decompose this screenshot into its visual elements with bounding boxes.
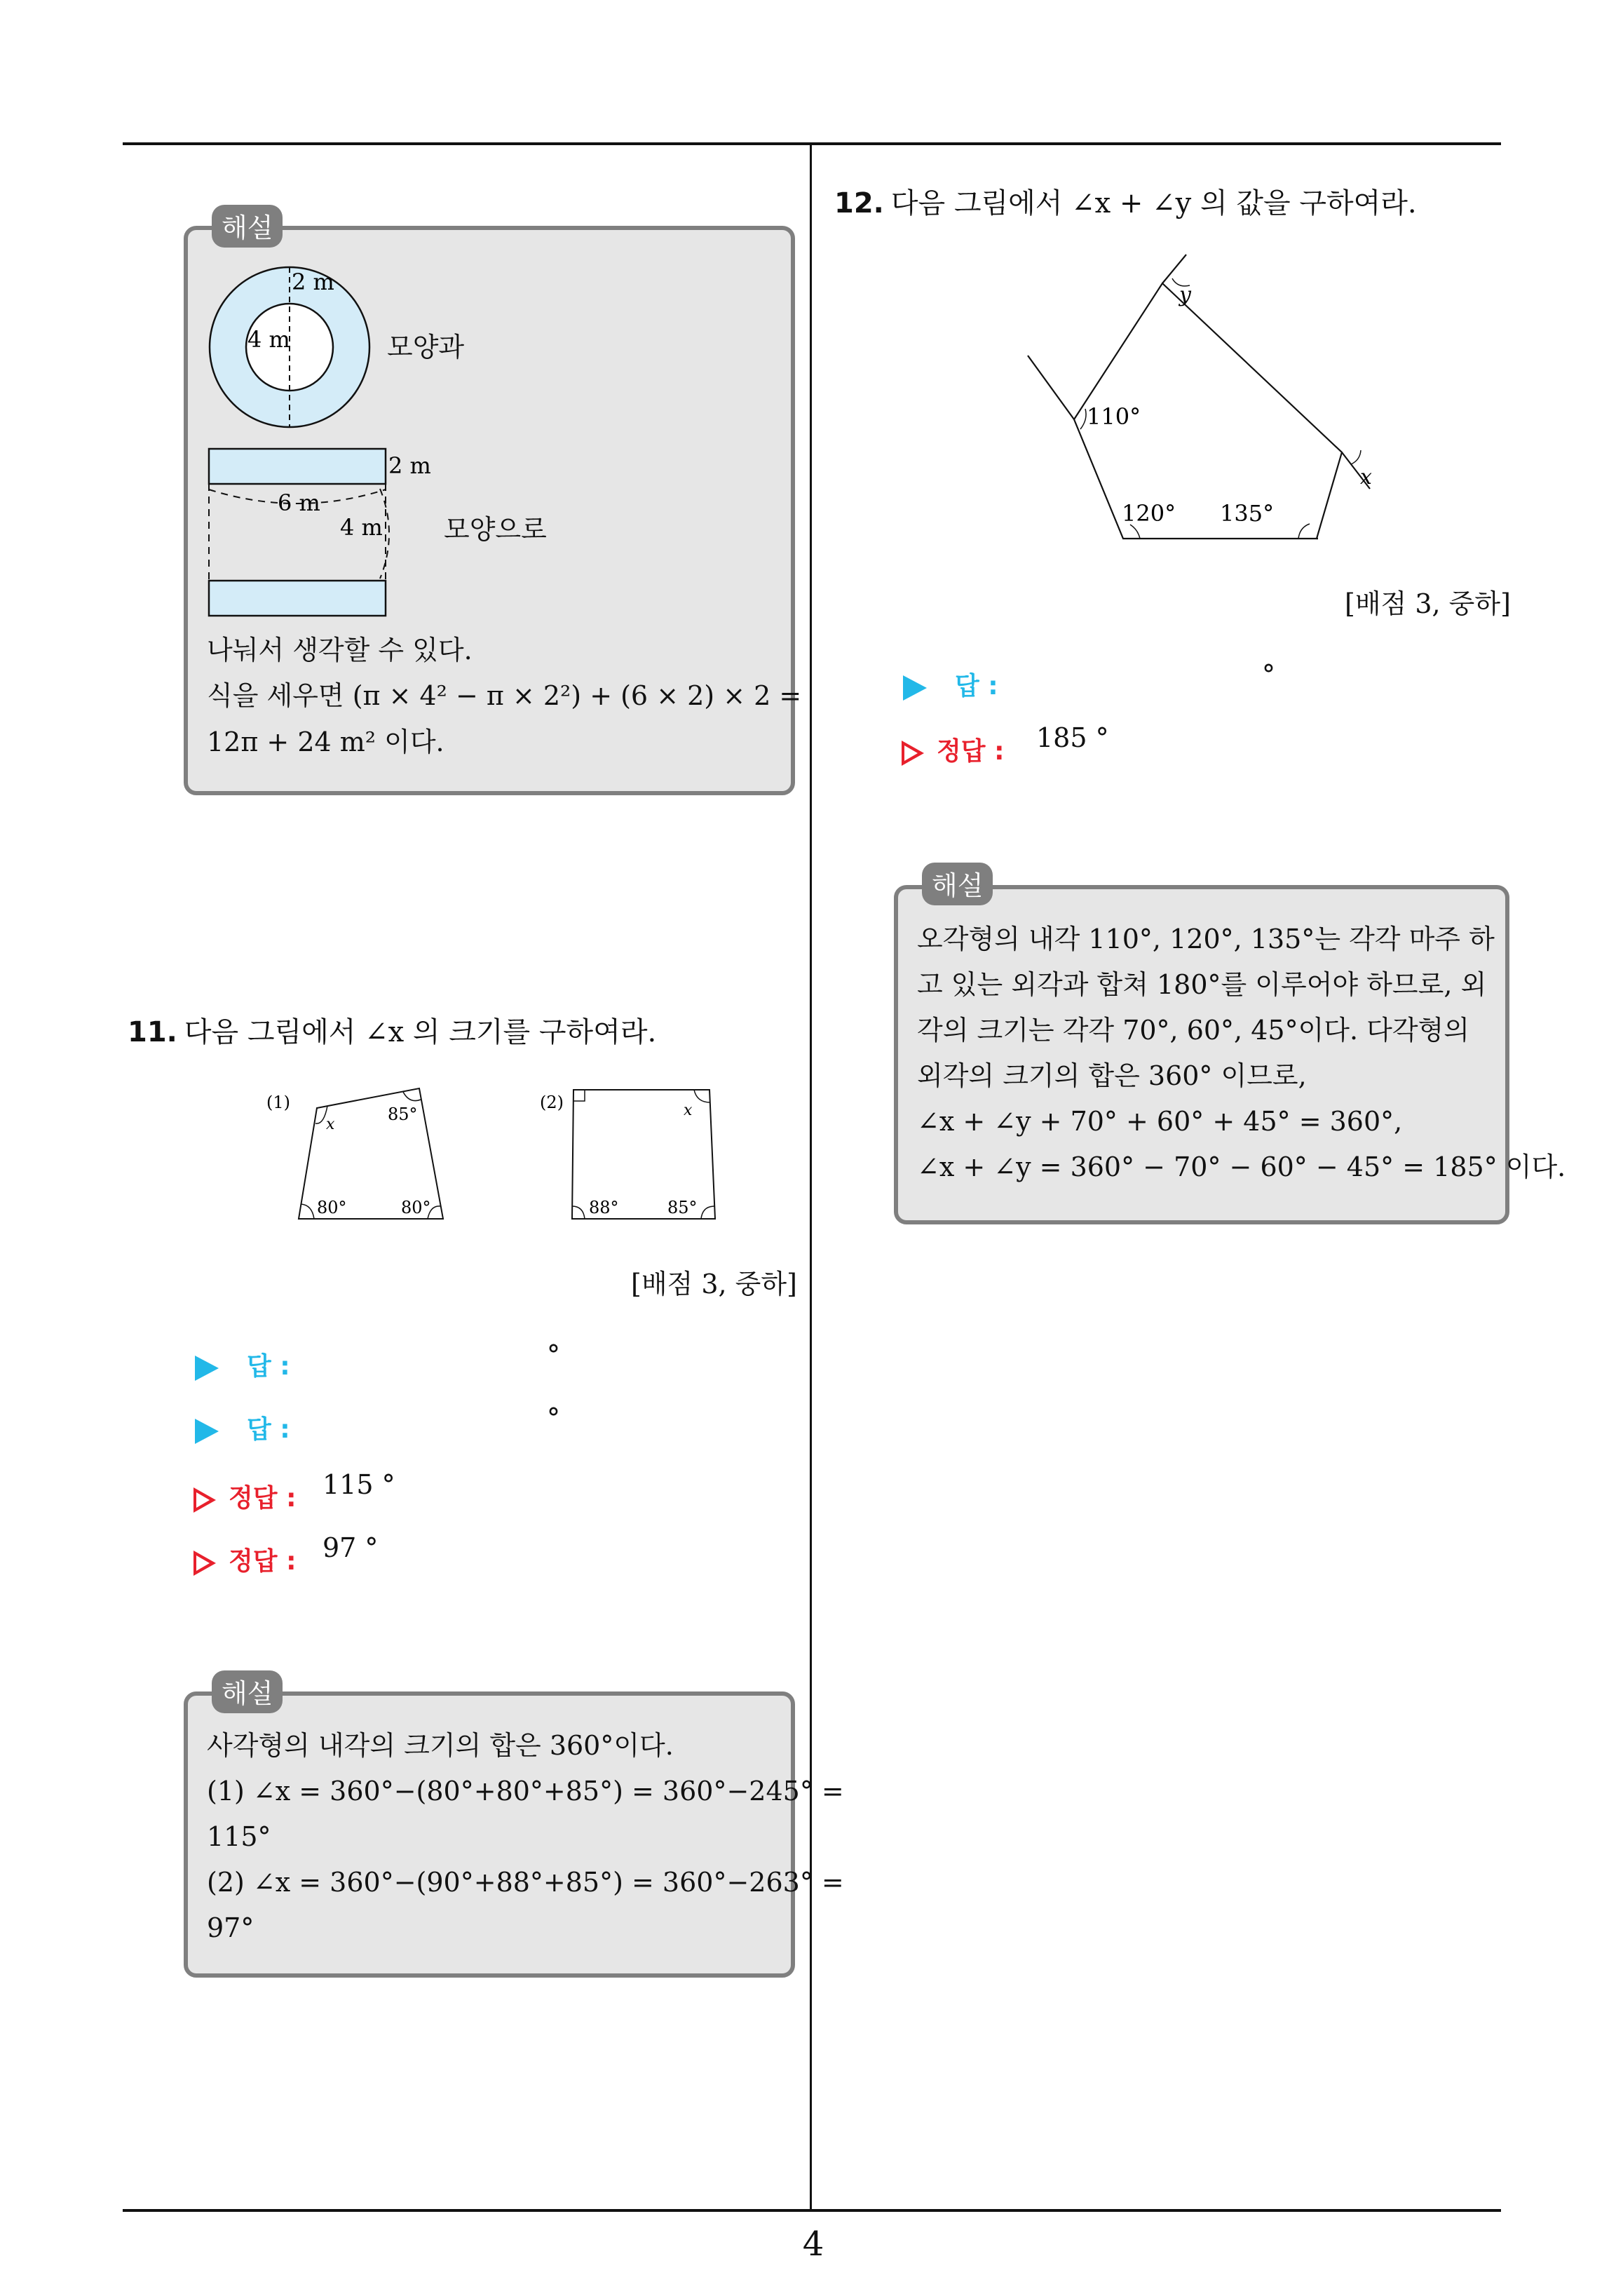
answer-blank-1[interactable]: ° [547,1339,560,1370]
answer-arrow-icon [903,675,927,701]
fig2-label: (2) [540,1093,564,1112]
explanation-1-line1: 나눠서 생각할 수 있다. [207,635,473,666]
correct-row-12 [902,731,1004,767]
answer-row-12 [903,666,998,701]
explanation-3-line1: 오각형의 내각 110°, 120°, 135°는 각각 마주 하 [917,924,1495,954]
correct-answer-12: 185 ° [1036,722,1109,753]
fig12-angle-110: 110° [1087,403,1141,430]
explanation-3-line6: ∠x + ∠y = 360° − 70° − 60° − 45° = 185° 이다. [917,1152,1566,1182]
fig1-label: (1) [266,1093,290,1112]
explanation-3-line5: ∠x + ∠y + 70° + 60° + 45° = 360°, [917,1106,1403,1137]
explanation-tag: 해설 [212,205,283,248]
explanation-3-line2: 고 있는 외각과 합쳐 180°를 이루어야 하므로, 외 [917,969,1487,1000]
correct-row-1 [193,1478,296,1513]
correct-row-2 [193,1541,296,1576]
question-12-score: [배점 3, 중하] [1345,588,1511,619]
question-text: 다음 그림에서 ∠x 의 크기를 구하여라. [184,1016,657,1048]
rect-dim-6m: 6 m [278,489,320,516]
footer-rule [123,2209,1501,2212]
fig1-x: x [326,1116,335,1133]
explanation-2-line4: (2) ∠x = 360°−(90°+88°+85°) = 360°−263° = [207,1867,844,1898]
question-11-score: [배점 3, 중하] [631,1269,797,1299]
explanation-tag: 해설 [212,1670,283,1713]
header-rule [123,142,1501,145]
correct-arrow-icon [193,1551,216,1576]
fig1-angle-80a: 80° [317,1198,347,1217]
answer-row-1 [195,1346,290,1382]
answer-row-2 [195,1410,290,1445]
page-number: 4 [802,2224,824,2264]
answer-blank-2[interactable]: ° [547,1403,560,1433]
fig1-angle-85: 85° [388,1105,418,1124]
ring-dim-4m: 4 m [247,326,290,353]
explanation-3-line4: 외각의 크기의 합은 360° 이므로, [917,1060,1307,1091]
rect-dim-2m: 2 m [388,452,431,479]
question-11-figure [259,1073,736,1227]
rect-shape-label: 모양으로 [444,514,547,545]
ring-shape-label: 모양과 [387,332,465,363]
explanation-3-line3: 각의 크기는 각각 70°, 60°, 45°이다. 다각형의 [917,1015,1469,1046]
fig12-x: x [1360,465,1372,489]
explanation-2-line1: 사각형의 내각의 크기의 합은 360°이다. [207,1730,674,1761]
correct-arrow-icon [193,1487,216,1513]
explanation-tag: 해설 [922,863,993,905]
answer-label: 답 : [955,672,998,701]
question-number: 12. [834,187,884,220]
question-text: 다음 그림에서 ∠x + ∠y 의 값을 구하여라. [890,187,1417,220]
question-12-figure [1010,252,1388,554]
correct-arrow-icon [902,741,924,766]
fig2-x: x [684,1102,693,1119]
fig1-angle-80b: 80° [401,1198,431,1217]
answer-label: 답 : [247,1352,290,1381]
explanation-1-line2: 식을 세우면 (π × 4² − π × 2²) + (6 × 2) × 2 = [207,680,802,711]
fig12-angle-120: 120° [1122,500,1176,527]
correct-answer-2: 97 ° [322,1532,379,1563]
correct-label: 정답 : [229,1547,297,1576]
answer-label: 답 : [247,1415,290,1444]
question-12-title [834,181,1417,221]
answer-arrow-icon [195,1419,219,1444]
explanation-2-line5: 97° [207,1912,254,1943]
ring-dim-2m: 2 m [292,269,334,295]
explanation-1-line3: 12π + 24 m² 이다. [207,727,444,757]
answer-arrow-icon [195,1356,219,1381]
correct-answer-1: 115 ° [322,1469,395,1500]
question-number: 11. [128,1016,177,1048]
fig2-angle-88: 88° [589,1198,619,1217]
correct-label: 정답 : [229,1484,297,1513]
question-11-title [128,1010,656,1050]
answer-blank-12[interactable]: ° [1262,659,1275,690]
explanation-2-line2: (1) ∠x = 360°−(80°+80°+85°) = 360°−245° = [207,1776,844,1807]
ring-and-rectangle-figure [196,259,561,624]
explanation-2-line3: 115° [207,1821,271,1852]
correct-label: 정답 : [937,737,1005,766]
rect-dim-4m: 4 m [340,514,383,541]
fig12-angle-135: 135° [1220,500,1275,527]
fig2-angle-85: 85° [667,1198,698,1217]
fig12-y: y [1179,283,1191,307]
